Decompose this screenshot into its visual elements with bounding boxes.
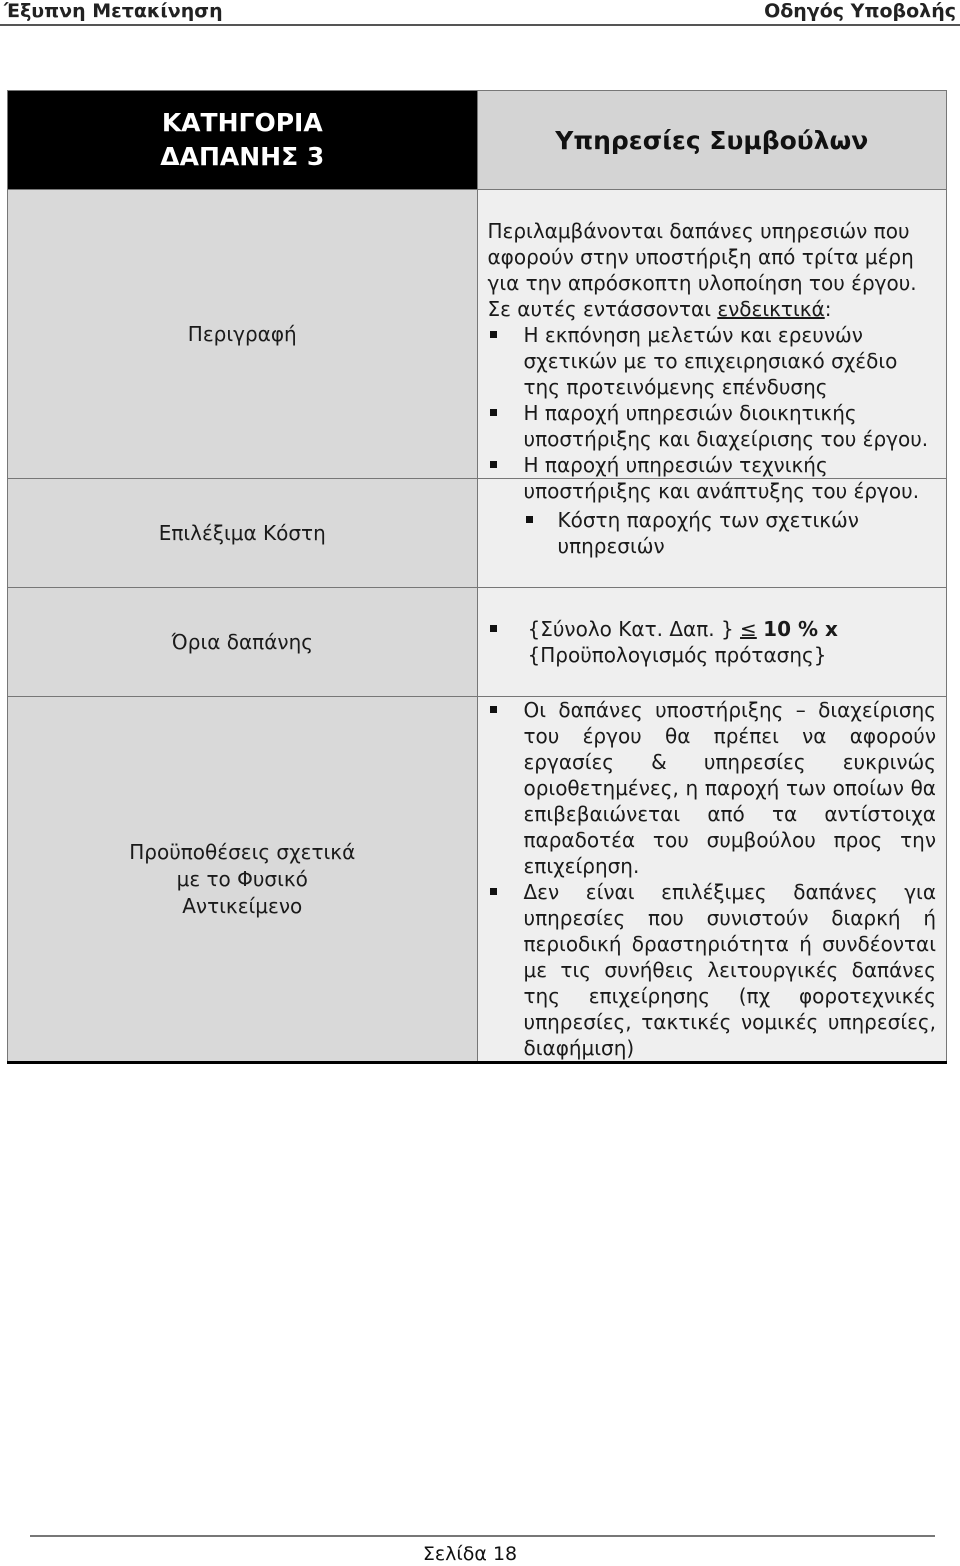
category-title: Υπηρεσίες Συμβούλων — [477, 91, 947, 190]
description-bullets — [488, 322, 935, 504]
footer-divider — [30, 1535, 935, 1537]
list-item: Η παροχή υπηρεσιών διοικητικής υποστήριξης και διαχείρισης του έργου. — [488, 400, 935, 452]
limits-cell — [477, 588, 947, 697]
list-item: Οι δαπάνες υποστήριξης – διαχείρισης του έργου θα πρέπει να αφορούν εργασίες & υπηρεσίες ευκρινώς οριοθετημένες, η παροχή των οποίων θα επιβεβαιώνεται από τα αντίστοιχα παραδοτέα του συμβούλου προς την επιχείρηση. — [488, 697, 937, 879]
expense-category-table — [7, 90, 947, 1064]
category-header-row — [8, 91, 947, 190]
limits-label: Όρια δαπάνης — [8, 588, 478, 697]
header-right-title: Οδηγός Υποβολής — [764, 0, 956, 22]
list-item: Δεν είναι επιλέξιμες δαπάνες για υπηρεσίες που συνιστούν διαρκή ή περιοδική δραστηριότητα ή συνδέονται με τις συνήθεις λειτουργικές δαπάνες της επιχείρησης (πχ φοροτεχνικές υπηρεσίες, τακτικές νομικές υπηρεσίες, διαφήμιση) — [488, 879, 937, 1061]
list-item: Η παροχή υπηρεσιών τεχνικής υποστήριξης και ανάπτυξης του έργου. — [488, 452, 935, 504]
category-label-line1: ΚΑΤΗΓΟΡΙΑ — [161, 108, 323, 137]
less-equal-symbol: ≤ — [740, 617, 757, 641]
conditions-row — [8, 697, 947, 1063]
category-label-cell — [8, 91, 478, 190]
conditions-label: Προϋποθέσεις σχετικά με το Φυσικό Αντικείμενο — [8, 697, 478, 1063]
page-header — [0, 0, 960, 26]
eligible-cost-value: Κόστη παροχής των σχετικών υπηρεσιών — [557, 508, 859, 558]
conditions-bullets — [478, 697, 947, 1061]
description-row — [8, 190, 947, 479]
description-intro: Περιλαμβάνονται δαπάνες υπηρεσιών που αφορούν στην υποστήριξη από τρίτα μέρη για την απρόσκοπτη υλοποίηση του έργου. Σε αυτές εντάσσονται ενδεικτικά: — [487, 219, 917, 321]
underlined-word: ενδεικτικά — [717, 297, 825, 321]
limit-percentage: 10 % x — [763, 617, 838, 641]
description-cell — [477, 190, 947, 503]
page-number: Σελίδα 18 — [422, 1543, 518, 1565]
eligible-cost-label: Επιλέξιμα Κόστη — [8, 479, 478, 588]
list-item: Η εκπόνηση μελετών και ερευνών σχετικών με το επιχειρησιακό σχέδιο της προτεινόμενης επένδυσης — [488, 322, 935, 400]
conditions-cell — [477, 697, 947, 1063]
description-label: Περιγραφή — [8, 190, 478, 479]
limits-formula: {Σύνολο Κατ. Δαπ. } ≤ 10 % x {Προϋπολογισμός πρότασης} — [527, 617, 838, 667]
limits-row — [8, 588, 947, 697]
header-left-title: Έξυπνη Μετακίνηση — [4, 0, 223, 22]
category-label-line2: ΔΑΠΑΝΗΣ 3 — [160, 142, 325, 171]
